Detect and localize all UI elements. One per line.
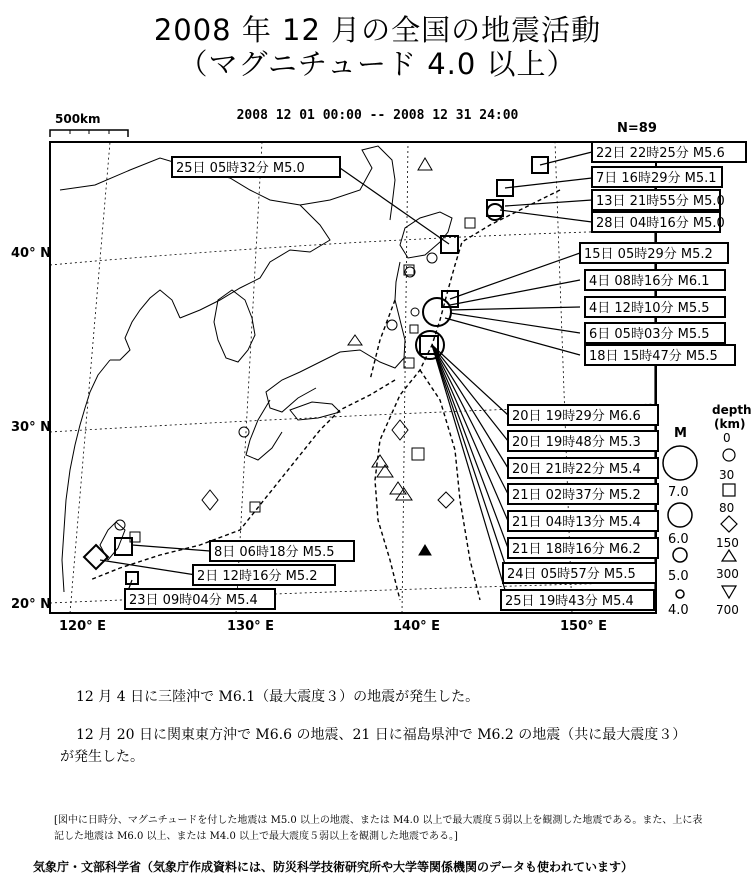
lon-label: 130° E xyxy=(227,619,275,634)
annotation-label xyxy=(503,563,656,583)
legend-depth: 30 xyxy=(719,468,735,482)
period-range: 2008 12 01 00:00 -- 2008 12 31 24:00 xyxy=(236,108,519,123)
annotation-label xyxy=(172,157,340,177)
legend-magnitude: 5.0 xyxy=(668,569,689,584)
annotation-label xyxy=(125,589,275,609)
map-subtitle: （マグニチュード 4.0 以上） xyxy=(178,47,577,81)
agency-credit: 気象庁・文部科学省（気象庁作成資料には、防災科学技術研究所や大学等関係機関のデータも使われています） xyxy=(33,860,634,874)
lon-label: 120° E xyxy=(59,619,107,634)
annotation-text: 4日 08時16分 M6.1 xyxy=(589,274,710,289)
legend-depth-unit: (km) xyxy=(714,417,746,431)
annotation-text: 21日 04時13分 M5.4 xyxy=(512,515,641,530)
legend-magnitude-title: M xyxy=(674,426,687,441)
fine-print: [図中に日時分、マグニチュードを付した地震は M5.0 以上の地震、または M4.0 以上で最大震度５弱以上を観測した地震である。また、上に表記した地震は M6.0 以上、または M4.0 以上で最大震度５弱以上を観測した地震である。] xyxy=(54,815,703,842)
legend-magnitude: 7.0 xyxy=(668,485,689,500)
annotation-label xyxy=(585,323,725,343)
note-sanriku: 12 月 4 日に三陸沖で M6.1（最大震度３）の地震が発生した。 xyxy=(76,689,480,705)
lat-label: 40° N xyxy=(11,246,51,261)
annotation-label xyxy=(508,458,658,478)
lat-label: 30° N xyxy=(11,420,51,435)
event-count: N=89 xyxy=(617,121,657,136)
annotation-text: 21日 02時37分 M5.2 xyxy=(512,488,641,503)
annotation-text: 20日 19時29分 M6.6 xyxy=(512,409,641,424)
annotation-text: 28日 04時16分 M5.0 xyxy=(596,216,725,231)
legend-depth: 80 xyxy=(719,501,735,515)
annotation-label xyxy=(508,511,658,531)
annotation-label xyxy=(592,142,746,162)
annotation-text: 25日 19時43分 M5.4 xyxy=(505,594,634,609)
annotation-text: 25日 05時32分 M5.0 xyxy=(176,161,305,176)
annotation-label xyxy=(585,345,735,365)
annotation-text: 24日 05時57分 M5.5 xyxy=(507,567,636,582)
annotation-label xyxy=(501,590,654,610)
annotation-label xyxy=(592,190,725,210)
lat-label: 20° N xyxy=(11,597,51,612)
annotation-text: 23日 09時04分 M5.4 xyxy=(129,593,258,608)
annotation-label xyxy=(508,484,658,504)
annotation-label xyxy=(592,167,722,187)
annotation-text: 4日 12時10分 M5.5 xyxy=(589,301,710,316)
annotation-text: 7日 16時29分 M5.1 xyxy=(596,171,717,186)
annotation-text: 8日 06時18分 M5.5 xyxy=(214,545,335,560)
annotation-label xyxy=(508,538,658,558)
annotation-text: 22日 22時25分 M5.6 xyxy=(596,146,725,161)
annotation-label xyxy=(210,541,354,561)
annotation-label xyxy=(508,431,658,451)
lon-label: 150° E xyxy=(560,619,608,634)
legend-magnitude: 4.0 xyxy=(668,603,689,618)
annotation-text: 2日 12時16分 M5.2 xyxy=(197,569,318,584)
annotation-label xyxy=(580,243,728,263)
annotation-label xyxy=(508,405,658,425)
annotation-text: 20日 19時48分 M5.3 xyxy=(512,435,641,450)
annotation-text: 18日 15時47分 M5.5 xyxy=(589,349,718,364)
annotation-text: 21日 18時16分 M6.2 xyxy=(512,542,641,557)
annotation-label xyxy=(585,270,725,290)
lon-label: 140° E xyxy=(393,619,441,634)
legend-depth: 0 xyxy=(723,431,731,445)
scale-bar-label: 500km xyxy=(55,112,101,126)
annotation-text: 6日 05時03分 M5.5 xyxy=(589,327,710,342)
map-title: 2008 年 12 月の全国の地震活動 xyxy=(153,13,602,47)
legend xyxy=(663,403,752,618)
legend-magnitude: 6.0 xyxy=(668,532,689,547)
legend-depth: 300 xyxy=(716,567,739,581)
annotation-text: 20日 21時22分 M5.4 xyxy=(512,462,641,477)
annotation-text: 15日 05時29分 M5.2 xyxy=(584,247,713,262)
annotation-text: 13日 21時55分 M5.0 xyxy=(596,194,725,209)
annotation-label xyxy=(193,565,335,585)
annotation-label xyxy=(585,297,725,317)
legend-depth-title: depth xyxy=(712,403,752,417)
legend-depth: 700 xyxy=(716,603,739,617)
annotation-label xyxy=(592,212,725,232)
note-kanto-fukushima: 12 月 20 日に関東東方沖で M6.6 の地震、21 日に福島県沖で M6.2 の地震（共に最大震度３）が発生した。 xyxy=(60,727,687,765)
legend-depth: 150 xyxy=(716,536,739,550)
